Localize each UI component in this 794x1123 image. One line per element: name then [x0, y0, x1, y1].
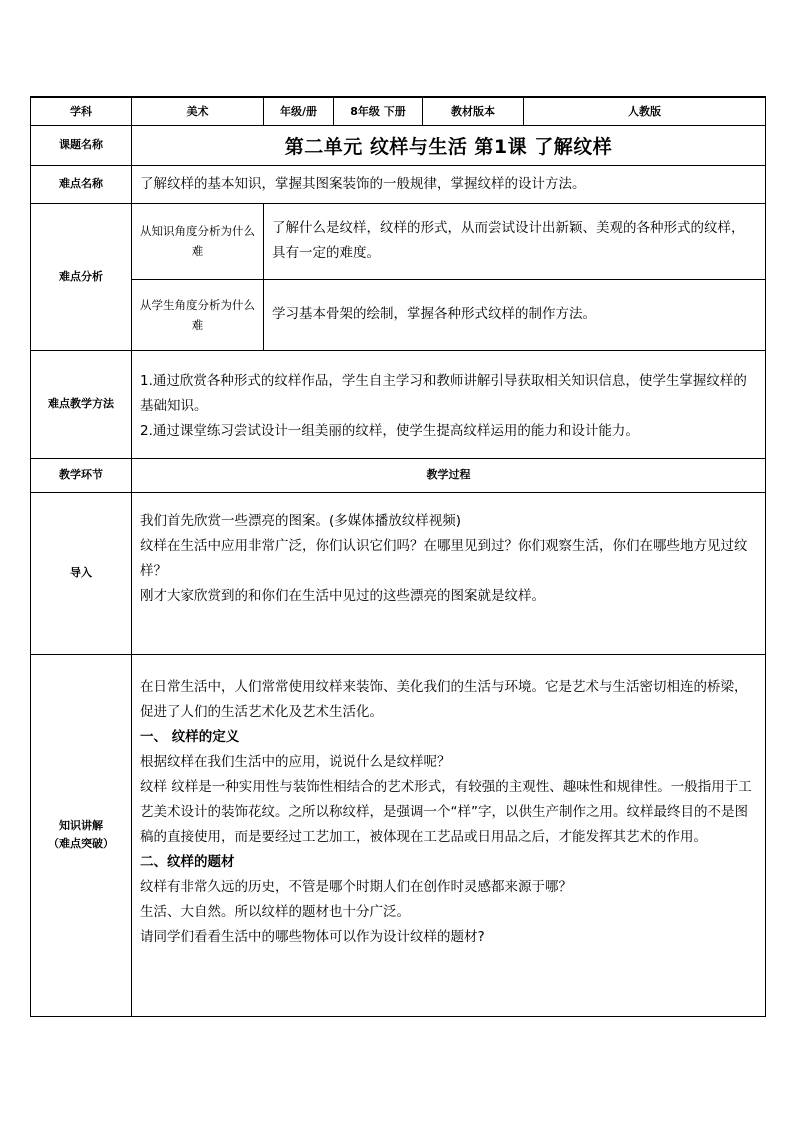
- knowledge-paragraph-6: 请同学们看看生活中的哪些物体可以作为设计纹样的题材?: [140, 928, 485, 945]
- subject-value: 美术: [132, 97, 264, 125]
- intro-line-2: 纹样在生活中应用非常广泛，你们认识它们吗？在哪里见到过？你们观察生活，你们在哪些地方见过纹样？: [140, 537, 748, 579]
- method-content: [132, 350, 766, 458]
- intro-line-1: 我们首先欣赏一些漂亮的图案。(多媒体播放纹样视频): [140, 512, 462, 529]
- lesson-title: 第二单元 纹样与生活 第1课 了解纹样: [132, 125, 766, 165]
- knowledge-angle-text: 了解什么是纹样，纹样的形式，从而尝试设计出新颖、美观的各种形式的纹样，具有一定的难度。: [264, 203, 766, 279]
- stage-header: 教学环节: [31, 458, 132, 492]
- grade-label: 年级/册: [264, 97, 334, 125]
- knowledge-paragraph-1: 在日常生活中，人们常常使用纹样来装饰、美化我们的生活与环境。它是艺术与生活密切相连的桥梁，促进了人们的生活艺术化及艺术生活化。: [140, 678, 748, 720]
- intro-label: 导入: [31, 492, 132, 654]
- knowledge-paragraph-3: 纹样 纹样是一种实用性与装饰性相结合的艺术形式，有较强的主观性、趣味性和规律性。一般指用于工艺美术设计的装饰花纹。之所以称纹样，是强调一个“样”字，以供生产制作之用。纹样最终目的不是图稿的直接使用，而是要经过工艺加工，被体现在工艺品或日用品之后，才能发挥其艺术的作用。: [140, 778, 752, 845]
- intro-content: [132, 492, 766, 654]
- knowledge-label-line-1: 知识讲解: [59, 819, 103, 832]
- student-angle-text: 学习基本骨架的绘制，掌握各种形式纹样的制作方法。: [264, 279, 766, 350]
- lesson-label: 课题名称: [31, 125, 132, 165]
- intro-line-3: 刚才大家欣赏到的和你们在生活中见过的这些漂亮的图案就是纹样。: [140, 587, 545, 604]
- edition-label: 教材版本: [423, 97, 524, 125]
- subject-label: 学科: [31, 97, 132, 125]
- method-line-1: 1.通过欣赏各种形式的纹样作品，学生自主学习和教师讲解引导获取相关知识信息，使学生掌握纹样的基础知识。: [140, 372, 747, 414]
- difficulty-text: 了解纹样的基本知识，掌握其图案装饰的一般规律，掌握纹样的设计方法。: [132, 165, 766, 203]
- knowledge-heading-1: 一、 纹样的定义: [140, 728, 240, 745]
- knowledge-heading-2: 二、纹样的题材: [140, 853, 235, 870]
- knowledge-angle-label: 从知识角度分析为什么难: [132, 203, 264, 279]
- knowledge-paragraph-5: 生活、大自然。所以纹样的题材也十分广泛。: [140, 903, 410, 920]
- knowledge-paragraph-4: 纹样有非常久远的历史，不管是哪个时期人们在创作时灵感都来源于哪？: [140, 878, 572, 895]
- process-header: 教学过程: [132, 458, 766, 492]
- method-line-2: 2.通过课堂练习尝试设计一组美丽的纹样，使学生提高纹样运用的能力和设计能力。: [140, 422, 639, 439]
- knowledge-paragraph-2: 根据纹样在我们生活中的应用，说说什么是纹样呢？: [140, 753, 451, 770]
- knowledge-content: [132, 654, 766, 1016]
- edition-value: 人教版: [524, 97, 766, 125]
- student-angle-label: 从学生角度分析为什么难: [132, 279, 264, 350]
- knowledge-label: [31, 654, 132, 1016]
- method-label: 难点教学方法: [31, 350, 132, 458]
- grade-value: 8年级 下册: [334, 97, 423, 125]
- difficulty-label: 难点名称: [31, 165, 132, 203]
- knowledge-label-line-2: （难点突破）: [48, 837, 114, 850]
- analysis-label: 难点分析: [31, 203, 132, 350]
- lesson-plan-table: [30, 96, 766, 1017]
